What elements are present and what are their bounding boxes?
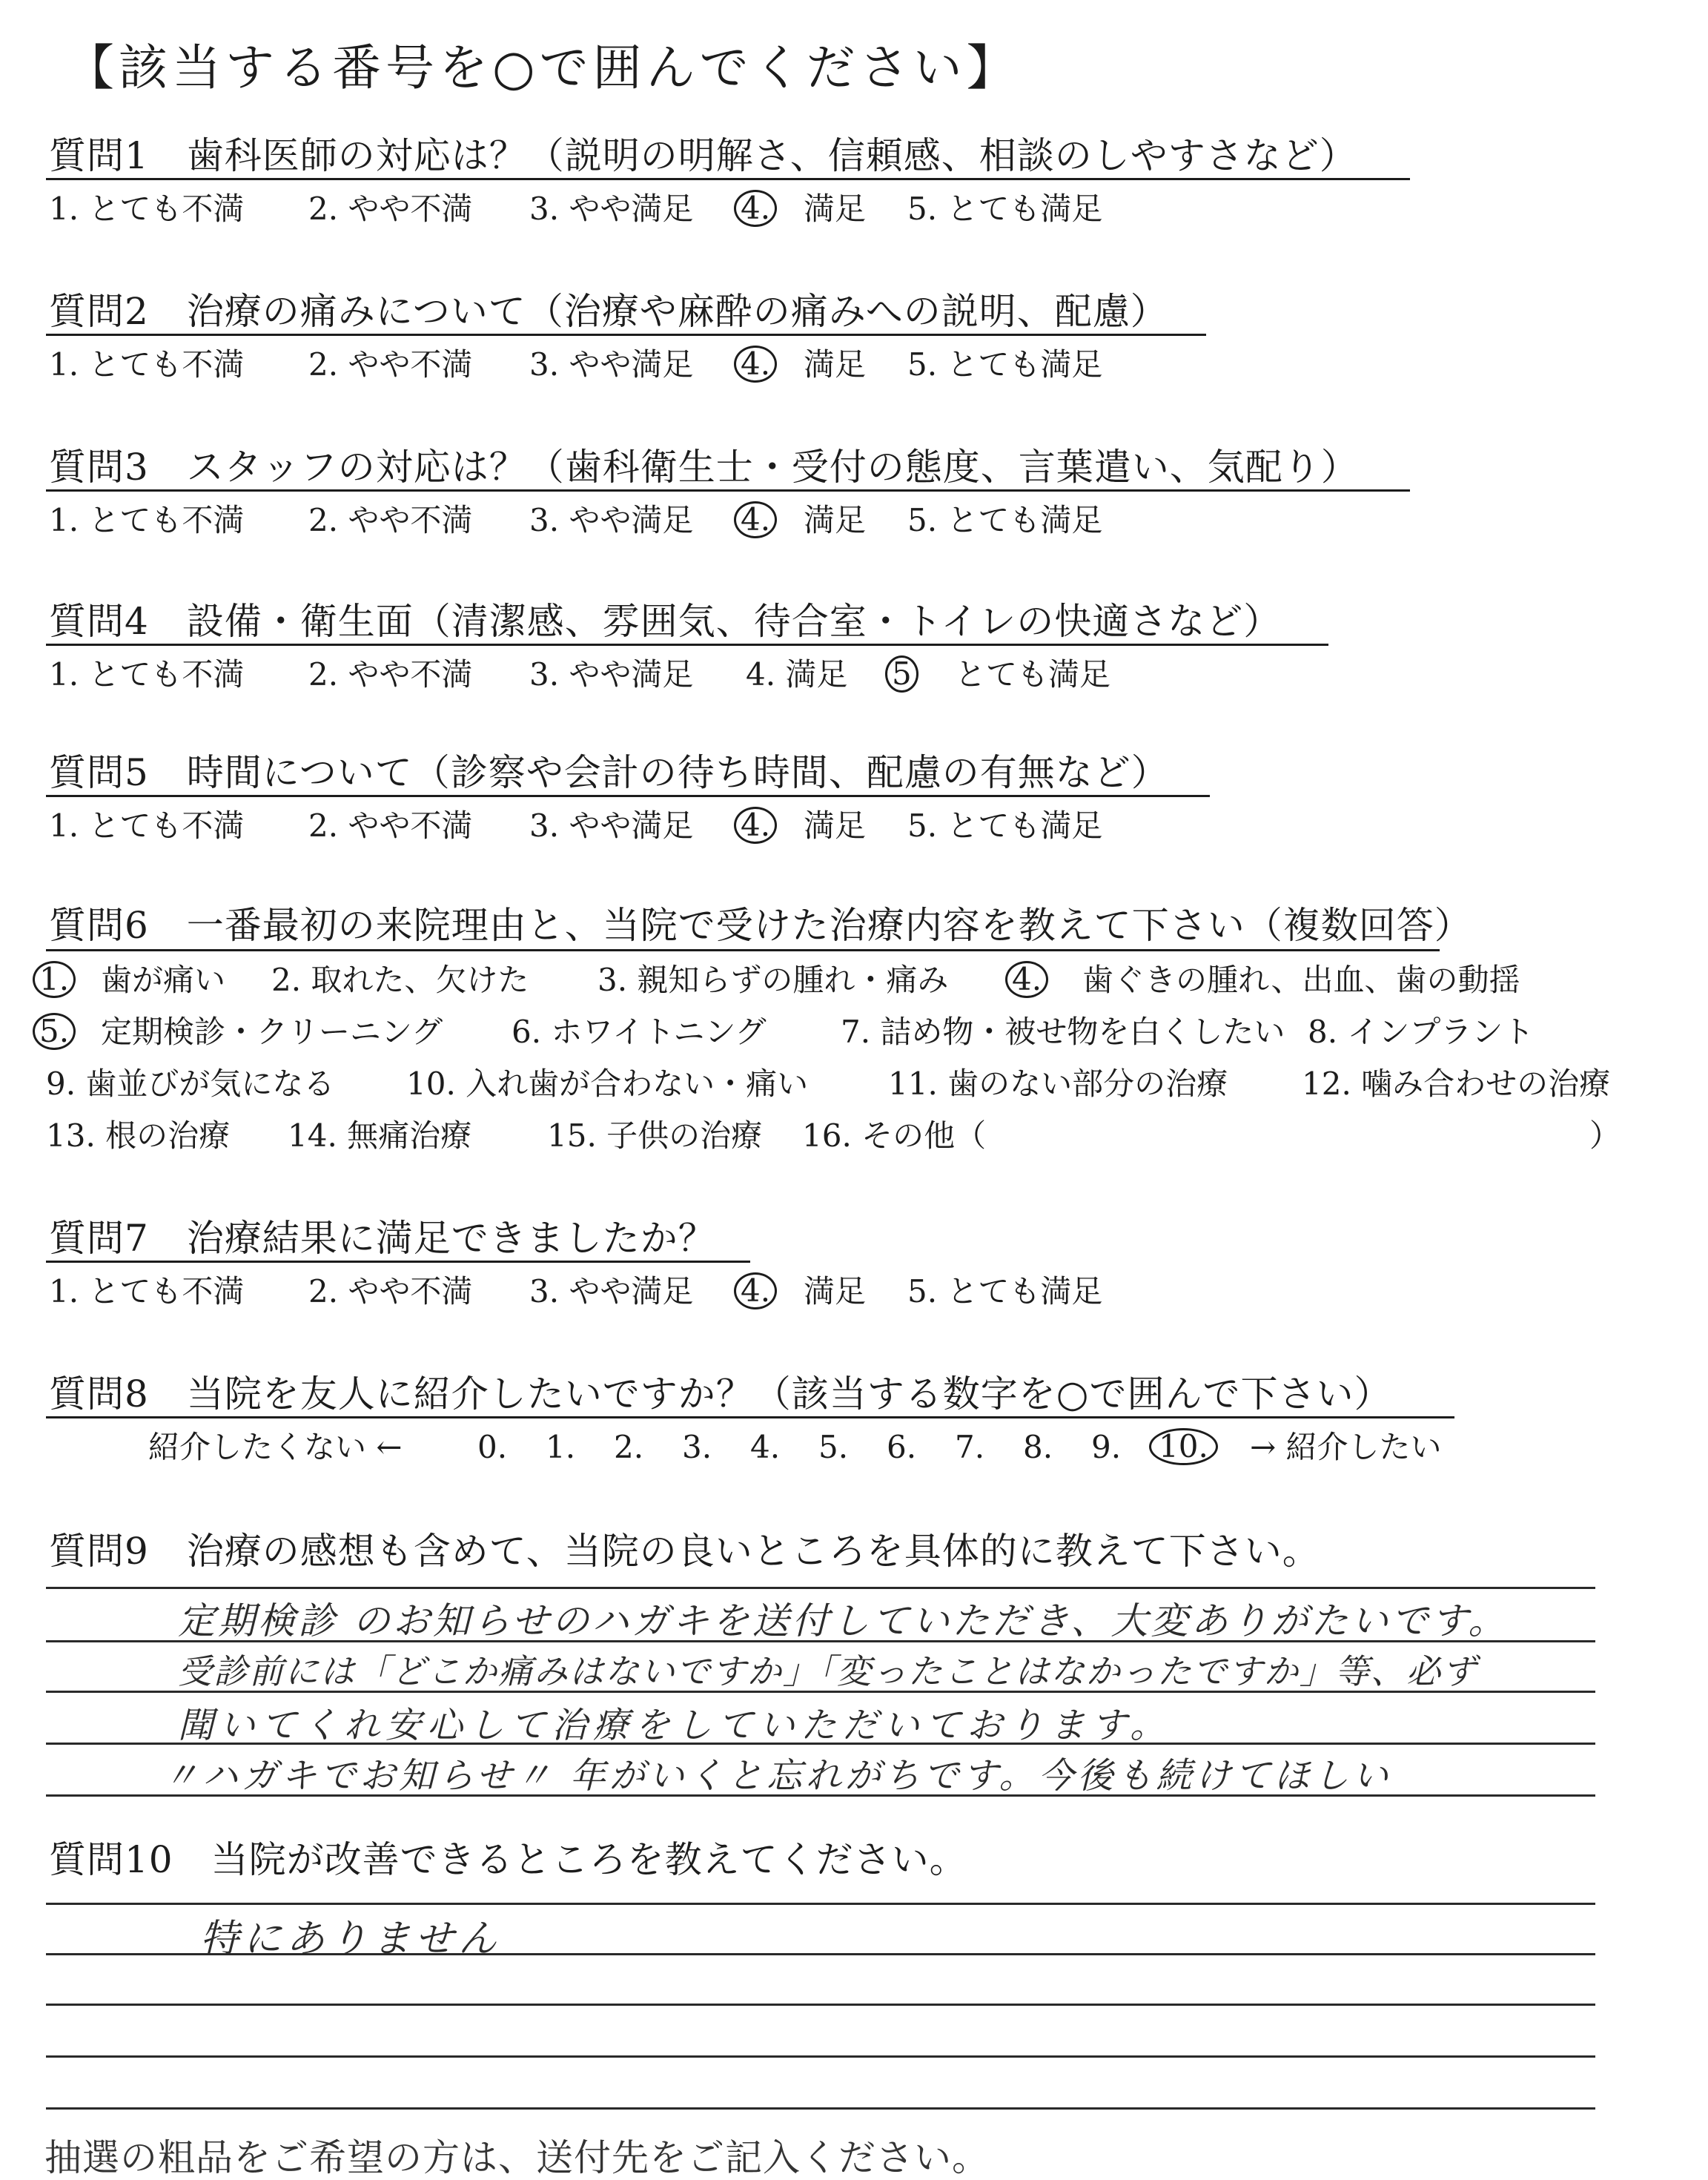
q2-option-5[interactable]: 5. とても満足 xyxy=(907,346,1103,383)
question-8-underline xyxy=(46,1416,1454,1418)
q1-option-2[interactable]: 2. やや不満 xyxy=(308,191,473,227)
q6-option-6[interactable]: 6. ホワイトニング xyxy=(512,1014,767,1050)
q6-option-1-label: 歯が痛い xyxy=(101,962,226,998)
question-2-underline xyxy=(46,334,1206,336)
q6-option-8[interactable]: 8. インプラント xyxy=(1308,1014,1535,1050)
answer-line xyxy=(46,1587,1595,1589)
q3-option-4-label: 満足 xyxy=(804,502,867,538)
q7-option-3[interactable]: 3. やや満足 xyxy=(529,1273,694,1309)
answer-line xyxy=(46,1903,1595,1905)
q4-option-3[interactable]: 3. やや満足 xyxy=(529,656,694,693)
question-8-title: 質問8 当院を友人に紹介したいですか？（該当する数字を○で囲んで下さい） xyxy=(49,1373,1392,1416)
question-4-title: 質問4 設備・衛生面（清潔感、雰囲気、待合室・トイレの快適さなど） xyxy=(49,600,1282,643)
q6-option-3[interactable]: 3. 親知らずの腫れ・痛み xyxy=(598,962,949,998)
question-4-underline xyxy=(46,644,1328,646)
question-6-title: 質問6 一番最初の来院理由と、当院で受けた治療内容を教えて下さい（複数回答） xyxy=(49,904,1472,947)
question-1-title: 質問1 歯科医師の対応は？（説明の明解さ、信頼感、相談のしやすさなど） xyxy=(49,134,1357,177)
q4-option-4[interactable]: 4. 満足 xyxy=(746,656,848,693)
question-5-title: 質問5 時間について（診察や会計の待ち時間、配慮の有無など） xyxy=(49,751,1169,794)
q6-option-12[interactable]: 12. 噛み合わせの治療 xyxy=(1302,1066,1611,1102)
q9-answer-line-4: 〃ハガキでお知らせ〃 年がいくと忘れがちです。今後も続けてほしい xyxy=(163,1755,1392,1797)
q2-option-1[interactable]: 1. とても不満 xyxy=(49,346,245,383)
question-7-underline xyxy=(46,1261,750,1263)
q6-option-2[interactable]: 2. 取れた、欠けた xyxy=(271,962,529,998)
q8-option-1[interactable]: 1. xyxy=(546,1429,576,1465)
q2-option-3[interactable]: 3. やや満足 xyxy=(529,346,694,383)
q6-option-10[interactable]: 10. 入れ歯が合わない・痛い xyxy=(406,1066,809,1102)
q4-option-2[interactable]: 2. やや不満 xyxy=(308,656,473,693)
q6-option-5-circled[interactable]: 5. xyxy=(33,1013,76,1050)
q8-option-7[interactable]: 7. xyxy=(955,1429,985,1465)
q6-option-9[interactable]: 9. 歯並びが気になる xyxy=(46,1066,335,1102)
q6-option-4-circled[interactable]: 4. xyxy=(1005,961,1048,998)
q6-option-16[interactable]: 16. その他（ xyxy=(802,1117,987,1154)
q1-option-3[interactable]: 3. やや満足 xyxy=(529,191,694,227)
q5-option-3[interactable]: 3. やや満足 xyxy=(529,807,694,844)
q8-option-9[interactable]: 9. xyxy=(1091,1429,1122,1465)
q5-option-5[interactable]: 5. とても満足 xyxy=(907,807,1103,844)
q5-option-1[interactable]: 1. とても不満 xyxy=(49,807,245,844)
q1-option-4-circled[interactable]: 4. xyxy=(734,190,777,227)
q5-option-4-label: 満足 xyxy=(804,807,867,844)
q8-left-label: 紹介したくない ← xyxy=(148,1429,403,1465)
q6-option-16-close-paren: ） xyxy=(1589,1117,1621,1154)
question-5-underline xyxy=(46,795,1210,797)
q8-option-0[interactable]: 0. xyxy=(477,1429,508,1465)
question-2-title: 質問2 治療の痛みについて（治療や麻酔の痛みへの説明、配慮） xyxy=(49,290,1168,333)
q3-option-1[interactable]: 1. とても不満 xyxy=(49,502,245,538)
answer-line xyxy=(46,2004,1595,2006)
question-7-title: 質問7 治療結果に満足できましたか？ xyxy=(49,1217,716,1260)
question-9-title: 質問9 治療の感想も含めて、当院の良いところを具体的に教えて下さい。 xyxy=(49,1530,1320,1573)
q5-option-2[interactable]: 2. やや不満 xyxy=(308,807,473,844)
q1-option-4-label: 満足 xyxy=(804,191,867,227)
q7-option-1[interactable]: 1. とても不満 xyxy=(49,1273,245,1309)
q3-option-2[interactable]: 2. やや不満 xyxy=(308,502,473,538)
q6-option-1-circled[interactable]: 1. xyxy=(33,961,76,998)
q2-option-4-circled[interactable]: 4. xyxy=(734,346,777,383)
q6-option-14[interactable]: 14. 無痛治療 xyxy=(288,1117,472,1154)
q8-option-5[interactable]: 5. xyxy=(818,1429,849,1465)
q6-option-5-label: 定期検診・クリーニング xyxy=(101,1014,443,1050)
q6-option-4-label: 歯ぐきの腫れ、出血、歯の動揺 xyxy=(1082,962,1520,998)
q9-answer-line-2: 受診前には「どこか痛みはないですか」「変ったことはなかったですか」等、必ず xyxy=(178,1651,1477,1691)
q7-option-2[interactable]: 2. やや不満 xyxy=(308,1273,473,1309)
q8-option-3[interactable]: 3. xyxy=(682,1429,712,1465)
question-1-underline xyxy=(46,178,1410,180)
q6-option-13[interactable]: 13. 根の治療 xyxy=(46,1117,231,1154)
q2-option-2[interactable]: 2. やや不満 xyxy=(308,346,473,383)
q10-answer: 特にありません xyxy=(200,1917,502,1961)
q4-option-5-label: とても満足 xyxy=(955,656,1111,693)
q4-option-1[interactable]: 1. とても不満 xyxy=(49,656,245,693)
q8-right-label: → 紹介したい xyxy=(1250,1429,1442,1465)
question-3-title: 質問3 スタッフの対応は？（歯科衛生士・受付の態度、言葉遣い、気配り） xyxy=(49,446,1359,489)
answer-line xyxy=(46,2055,1595,2058)
q8-option-10-circled[interactable]: 10. xyxy=(1149,1428,1218,1465)
question-10-title: 質問10 当院が改善できるところを教えてください。 xyxy=(49,1838,967,1881)
q2-option-4-label: 満足 xyxy=(804,346,867,383)
form-header: 【該当する番号を○で囲んでください】 xyxy=(65,39,1020,96)
q3-option-4-circled[interactable]: 4. xyxy=(734,501,777,538)
question-3-underline xyxy=(46,489,1410,492)
q1-option-1[interactable]: 1. とても不満 xyxy=(49,191,245,227)
q3-option-5[interactable]: 5. とても満足 xyxy=(907,502,1103,538)
q7-option-5[interactable]: 5. とても満足 xyxy=(907,1273,1103,1309)
question-6-underline xyxy=(46,949,1440,951)
q1-option-5[interactable]: 5. とても満足 xyxy=(907,191,1103,227)
q9-answer-line-3: 聞いてくれ安心して治療をしていただいております。 xyxy=(178,1705,1172,1746)
q6-option-15[interactable]: 15. 子供の治療 xyxy=(547,1117,763,1154)
q7-option-4-circled[interactable]: 4. xyxy=(734,1272,777,1309)
q8-option-4[interactable]: 4. xyxy=(750,1429,781,1465)
q5-option-4-circled[interactable]: 4. xyxy=(734,807,777,844)
q7-option-4-label: 満足 xyxy=(804,1273,867,1309)
footer-note: 抽選の粗品をご希望の方は、送付先をご記入ください。 xyxy=(44,2136,990,2179)
q9-answer-line-1: 定期検診 のお知らせのハガキを送付していただき、大変ありがたいです。 xyxy=(178,1599,1509,1642)
q6-option-11[interactable]: 11. 歯のない部分の治療 xyxy=(888,1066,1228,1102)
answer-line xyxy=(46,2107,1595,2110)
q8-option-2[interactable]: 2. xyxy=(614,1429,644,1465)
q8-option-6[interactable]: 6. xyxy=(887,1429,917,1465)
q4-option-5-circled[interactable]: 5 xyxy=(885,655,918,693)
q8-option-8[interactable]: 8. xyxy=(1023,1429,1053,1465)
q3-option-3[interactable]: 3. やや満足 xyxy=(529,502,694,538)
q6-option-7[interactable]: 7. 詰め物・被せ物を白くしたい xyxy=(841,1014,1285,1050)
